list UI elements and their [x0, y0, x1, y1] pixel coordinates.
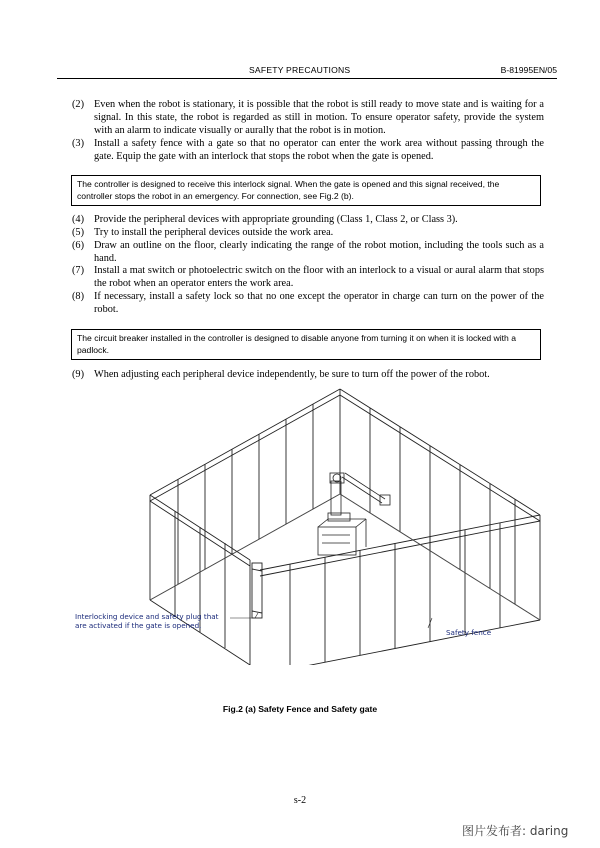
item-number: (4) — [72, 214, 85, 225]
watermark: 图片发布者: daring — [462, 824, 569, 838]
item-text: Provide the peripheral devices with appropriate grounding (Class 1, Class 2, or Class 3). — [94, 214, 458, 225]
item-number: (3) — [72, 138, 85, 149]
item-number: (2) — [72, 99, 85, 110]
item-number: (7) — [72, 265, 85, 276]
page-header — [57, 64, 557, 79]
item-number: (6) — [72, 240, 85, 251]
callout-interlock: Interlocking device and safety plug that are activated if the gate is opened. — [75, 612, 219, 631]
item-text: Try to install the peripheral devices outside the work area. — [94, 227, 334, 238]
note-box-breaker: The circuit breaker installed in the controller is designed to disable anyone from turning it on when it is locked with a padlock. — [71, 329, 541, 360]
header-doc-number: B-81995EN/05 — [500, 65, 557, 75]
item-text: Draw an outline on the floor, clearly indicating the range of the robot motion, including the tools such as a hand. — [94, 240, 544, 265]
callout-safety-fence: Safety fence — [446, 628, 492, 637]
fence-front-left — [150, 495, 250, 665]
safety-gate — [252, 563, 262, 618]
item-text: When adjusting each peripheral device independently, be sure to turn off the power of the robot. — [94, 369, 490, 380]
fence-right-back — [340, 389, 540, 620]
header-title: SAFETY PRECAUTIONS — [249, 65, 351, 75]
item-text: Install a safety fence with a gate so that no operator can enter the work area without passing through the gate. Equip the gate with an interlock that stops the robot when the gate is opened. — [94, 138, 544, 163]
robot-illustration — [318, 473, 390, 555]
item-number: (8) — [72, 291, 85, 302]
item-number: (5) — [72, 227, 85, 238]
note-box-interlock: The controller is designed to receive this interlock signal. When the gate is opened and this signal received, the controller stops the robot in an emergency. For connection, see Fig.2 (b). — [71, 175, 541, 206]
figure-caption: Fig.2 (a) Safety Fence and Safety gate — [222, 704, 378, 714]
fence-front-right — [260, 515, 540, 665]
page-number: s-2 — [293, 795, 307, 806]
item-text: Install a mat switch or photoelectric switch on the floor with an interlock to a visual or aural alarm that stops the robot when an operator enters the work area. — [94, 265, 544, 290]
item-number: (9) — [72, 369, 85, 380]
item-text: If necessary, install a safety lock so that no one except the operator in charge can turn on the power of the robot. — [94, 291, 544, 316]
fence-left-back — [150, 389, 340, 600]
item-text: Even when the robot is stationary, it is possible that the robot is still ready to move state and is waiting for a signal. In this state, the robot is regarded as still in motion. To ensure operator safety, provide the system with an alarm to indicate visually or aurally that the robot is in motion. — [94, 99, 544, 137]
